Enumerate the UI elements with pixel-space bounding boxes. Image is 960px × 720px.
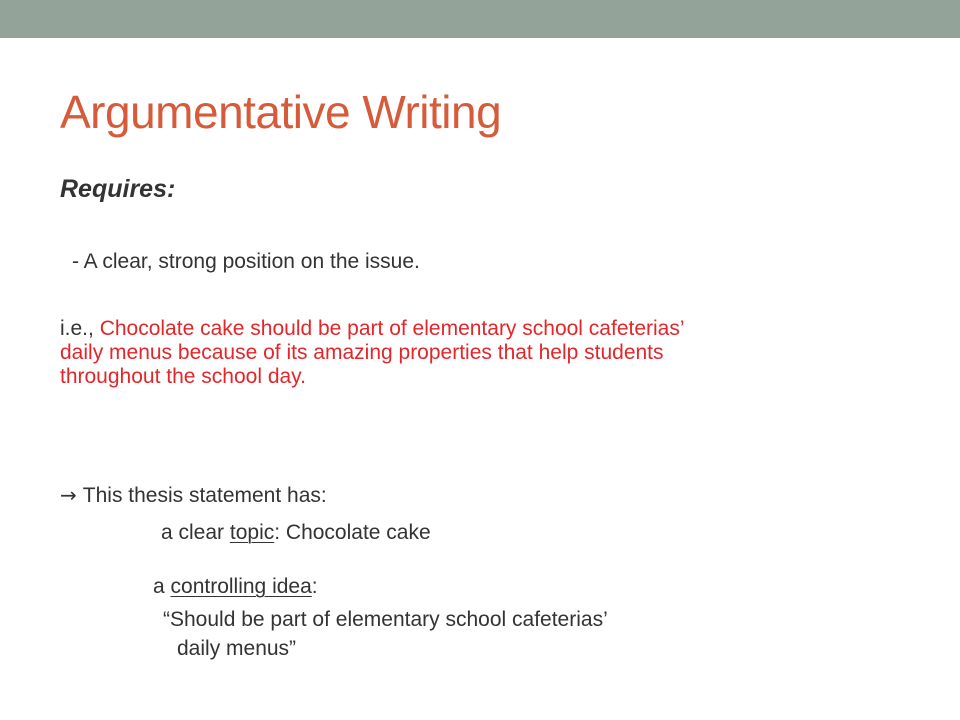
controlling-idea-quote-line-2: daily menus”	[177, 637, 297, 660]
controlling-idea-line	[153, 575, 318, 599]
position-bullet: - A clear, strong position on the issue.	[72, 250, 420, 273]
example-line-1	[60, 317, 940, 341]
thesis-intro-line	[60, 483, 327, 508]
example-thesis-line-2: daily menus because of its amazing properties that help students	[60, 341, 664, 364]
controlling-idea-term: controlling idea	[170, 575, 312, 598]
controlling-idea-quote-line-1: “Should be part of elementary school cafeterias’	[163, 608, 608, 631]
slide-title: Argumentative Writing	[60, 86, 502, 138]
top-accent-bar	[0, 0, 960, 38]
topic-prefix: a clear	[161, 521, 230, 544]
controlling-prefix: a	[153, 575, 171, 598]
example-thesis	[60, 317, 940, 389]
clear-topic-line	[161, 521, 431, 545]
controlling-suffix: :	[311, 575, 318, 598]
right-arrow-icon: →	[60, 483, 77, 507]
topic-term: topic	[229, 521, 275, 544]
requires-heading: Requires:	[60, 175, 176, 203]
example-thesis-line-3: throughout the school day.	[60, 365, 306, 388]
topic-suffix: : Chocolate cake	[274, 521, 431, 544]
example-thesis-line-1: Chocolate cake should be part of elementary school cafeterias’	[99, 317, 685, 340]
thesis-intro-text: This thesis statement has:	[82, 484, 327, 507]
example-prefix: i.e.,	[60, 317, 100, 340]
